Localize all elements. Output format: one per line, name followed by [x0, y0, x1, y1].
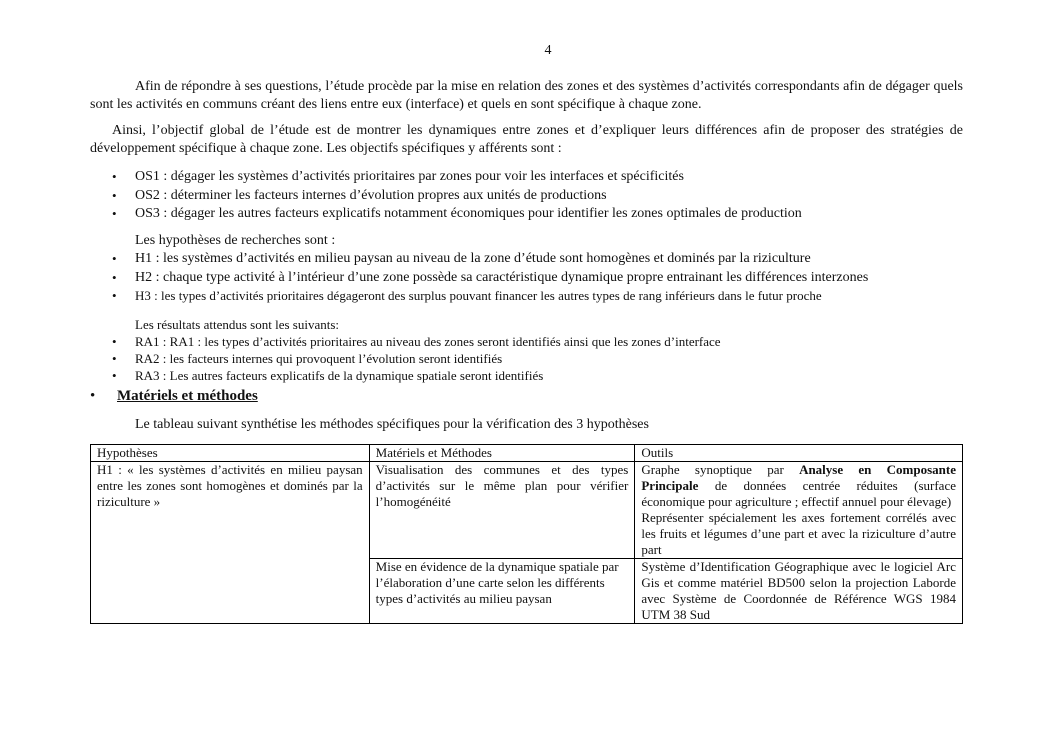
list-item: • H2 : chaque type activité à l’intérieur d’une zone possède sa caractéristique dynamique propre entrainant les différences interzones [90, 269, 963, 288]
page-number: 4 [544, 43, 552, 58]
bullet-icon: • [90, 387, 96, 404]
table-header-row [91, 445, 963, 462]
cell-hypothesis: H1 : « les systèmes d’activités en milieu paysan entre les zones sont homogènes et dominés par la riziculture » [91, 462, 370, 624]
tool-1-extra: Représenter spécialement les axes fortement corrélés avec les fruits et légumes d’une part et avec la riziculture d’autre part [641, 510, 956, 557]
header-tools: Outils [635, 445, 963, 462]
list-item: • OS2 : déterminer les facteurs internes d’évolution propres aux unités de productions [90, 187, 963, 206]
tool-1-post: de données centrée réduites (surface économique pour agriculture ; effectif annuel pour élevage) [641, 478, 956, 509]
list-item: • RA2 : les facteurs internes qui provoquent l’évolution seront identifiés [90, 350, 963, 367]
cell-tool-1 [635, 462, 963, 559]
cell-method-1: Visualisation des communes et des types d’activités sur le même plan pour vérifier l’homogénéité [369, 462, 635, 559]
list-item: • OS1 : dégager les systèmes d’activités prioritaires par zones pour voir les interfaces et spécificités [90, 168, 963, 187]
tool-1-pre: Graphe synoptique par [641, 462, 800, 477]
results-list [90, 333, 963, 384]
cell-method-2: Mise en évidence de la dynamique spatiale par l’élaboration d’une carte selon les différents types d’activités au milieu paysan [369, 559, 635, 624]
table-row [91, 462, 963, 559]
list-item: • RA3 : Les autres facteurs explicatifs de la dynamique spatiale seront identifiés [90, 367, 963, 384]
hypotheses-lead: Les hypothèses de recherches sont : [135, 232, 336, 248]
table-intro: Le tableau suivant synthétise les méthodes spécifiques pour la vérification des 3 hypothèses [135, 416, 649, 432]
list-item: • H1 : les systèmes d’activités en milieu paysan au niveau de la zone d’étude sont homogènes et dominés par la riziculture [90, 250, 963, 269]
header-methods: Matériels et Méthodes [369, 445, 635, 462]
section-title: Matériels et méthodes [117, 387, 258, 404]
objectives-list [90, 168, 963, 224]
paragraph-intro: Afin de répondre à ses questions, l’étude procède par la mise en relation des zones et des systèmes d’activités correspondants afin de dégager quels sont les activités en communs créant des liens entre eux (interface) et quels en sont spécifique à chaque zone. [90, 79, 963, 112]
paragraph-objective: Ainsi, l’objectif global de l’étude est de montrer les dynamiques entre zones et d’expliquer leurs différences afin de proposer des stratégies de développement spécifique à chaque zone. Les objectifs spécifiques y afférents sont : [90, 123, 963, 156]
list-item: • H3 : les types d’activités prioritaires dégageront des surplus pouvant financer les autres types de rang inférieurs dans le futur proche [90, 287, 963, 306]
list-item: • OS3 : dégager les autres facteurs explicatifs notamment économiques pour identifier les zones optimales de production [90, 205, 963, 224]
list-item: • RA1 : RA1 : les types d’activités prioritaires au niveau des zones seront identifiés ainsi que les zones d’interface [90, 333, 963, 350]
tool-1-bold: Analyse en Composante Principale [641, 462, 956, 493]
header-hypotheses: Hypothèses [91, 445, 370, 462]
hypotheses-list [90, 250, 963, 306]
cell-tool-2: Système d’Identification Géographique avec le logiciel Arc Gis et comme matériel BD500 selon la projection Laborde avec Système de Coordonnée de Référence WGS 1984 UTM 38 Sud [635, 559, 963, 624]
section-heading [90, 386, 963, 406]
body-text [90, 78, 963, 434]
methods-table [90, 444, 963, 624]
results-lead: Les résultats attendus sont les suivants: [135, 316, 340, 332]
